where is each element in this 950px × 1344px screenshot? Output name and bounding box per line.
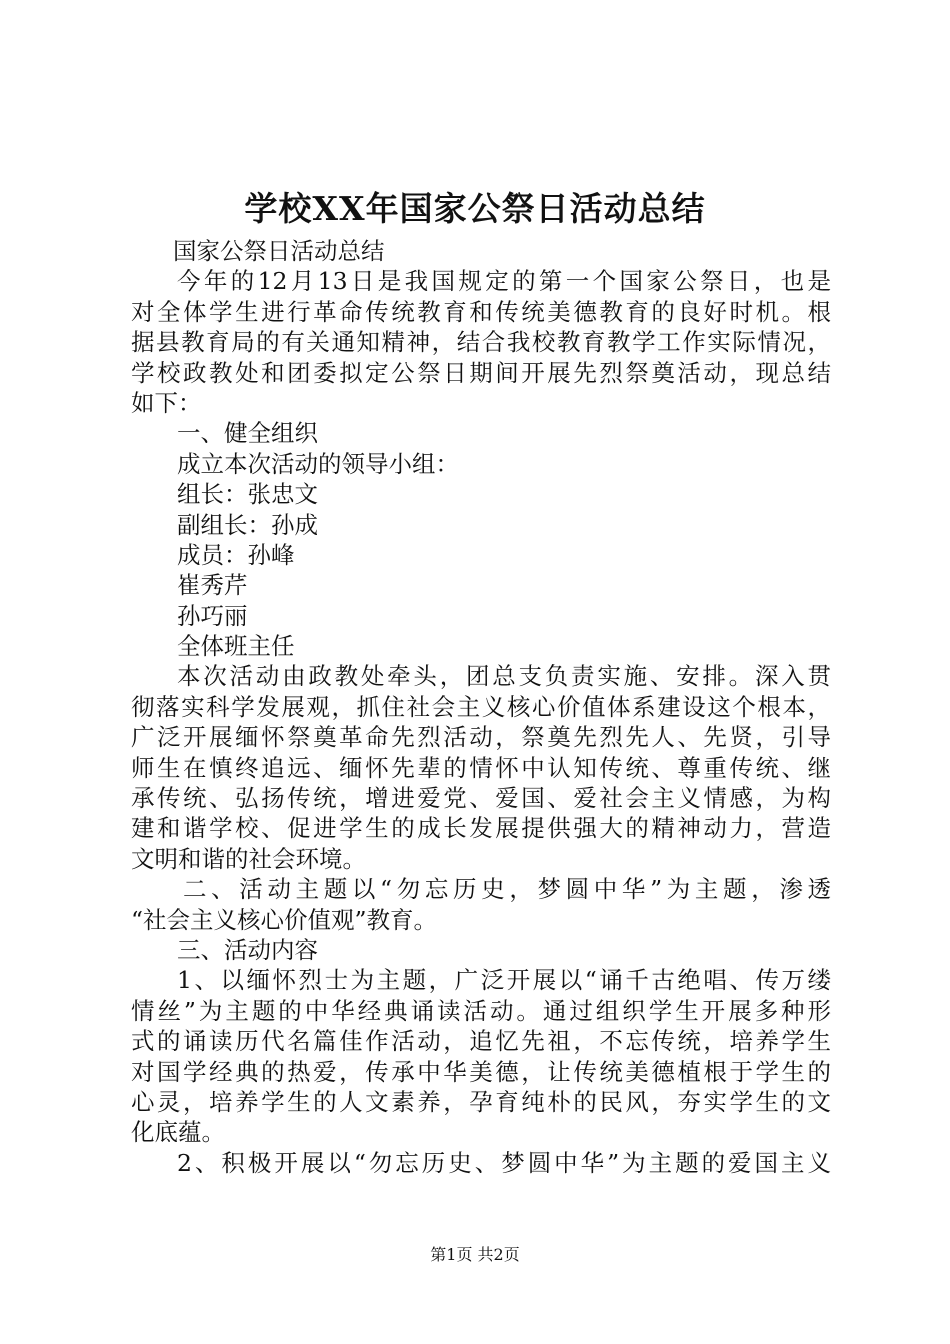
body-line: 如下： (131, 388, 202, 417)
section-heading: 一、健全组织 (177, 419, 318, 448)
document-title: 学校XX年国家公祭日活动总结 (244, 189, 706, 228)
body-line: 组长：张忠文 (177, 480, 318, 509)
section-heading: 三、活动内容 (177, 935, 318, 964)
body-line: 对全体学生进行革命传统教育和传统美德教育的良好时机。根 (131, 297, 831, 326)
body-line: 据县教育局的有关通知精神，结合我校教育教学工作实际情况， (131, 328, 831, 357)
body-line: 情丝”为主题的中华经典诵读活动。通过组织学生开展多种形 (131, 996, 831, 1025)
body-line: 1、以缅怀烈士为主题，广泛开展以“诵千古绝唱、传万缕 (177, 966, 831, 995)
body-line: 广泛开展缅怀祭奠革命先烈活动，祭奠先烈先人、先贤，引导 (131, 723, 831, 752)
body-line: 国家公祭日活动总结 (173, 237, 385, 265)
body-line: 2、积极开展以“勿忘历史、梦圆中华”为主题的爱国主义 (177, 1148, 831, 1177)
body-line: 师生在慎终追远、缅怀先辈的情怀中认知传统、尊重传统、继 (131, 753, 831, 782)
body-line: 心灵，培养学生的人文素养，孕育纯朴的民风，夯实学生的文 (131, 1087, 831, 1116)
body-line: 崔秀芹 (177, 571, 248, 600)
body-line: 承传统、弘扬传统，增进爱党、爱国、爱社会主义情感，为构 (131, 784, 831, 813)
body-line: 建和谐学校、促进学生的成长发展提供强大的精神动力，营造 (131, 814, 831, 843)
body-line: 成员：孙峰 (177, 540, 295, 569)
body-line: 式的诵读历代名篇佳作活动，追忆先祖，不忘传统，培养学生 (131, 1027, 831, 1056)
body-line: 文明和谐的社会环境。 (131, 844, 366, 873)
body-line: 今年的12月13日是我国规定的第一个国家公祭日，也是 (177, 267, 831, 296)
body-line: 本次活动由政教处牵头，团总支负责实施、安排。深入贯 (177, 662, 831, 691)
section-heading: 二、活动主题以“勿忘历史，梦圆中华”为主题，渗透 (183, 875, 831, 904)
body-line: 学校政教处和团委拟定公祭日期间开展先烈祭奠活动，现总结 (131, 358, 831, 387)
body-line: 化底蕴。 (131, 1118, 225, 1147)
document-body (131, 236, 831, 1178)
body-line: 对国学经典的热爱，传承中华美德，让传统美德植根于学生的 (131, 1057, 831, 1086)
body-line: 全体班主任 (177, 632, 295, 661)
page-footer: 第1页 共2页 (430, 1245, 520, 1264)
body-line: 副组长：孙成 (177, 510, 318, 539)
body-line: “社会主义核心价值观”教育。 (131, 905, 438, 934)
body-line: 成立本次活动的领导小组： (177, 449, 459, 478)
body-line: 孙巧丽 (177, 601, 248, 630)
body-line: 彻落实科学发展观，抓住社会主义核心价值体系建设这个根本， (131, 692, 831, 721)
